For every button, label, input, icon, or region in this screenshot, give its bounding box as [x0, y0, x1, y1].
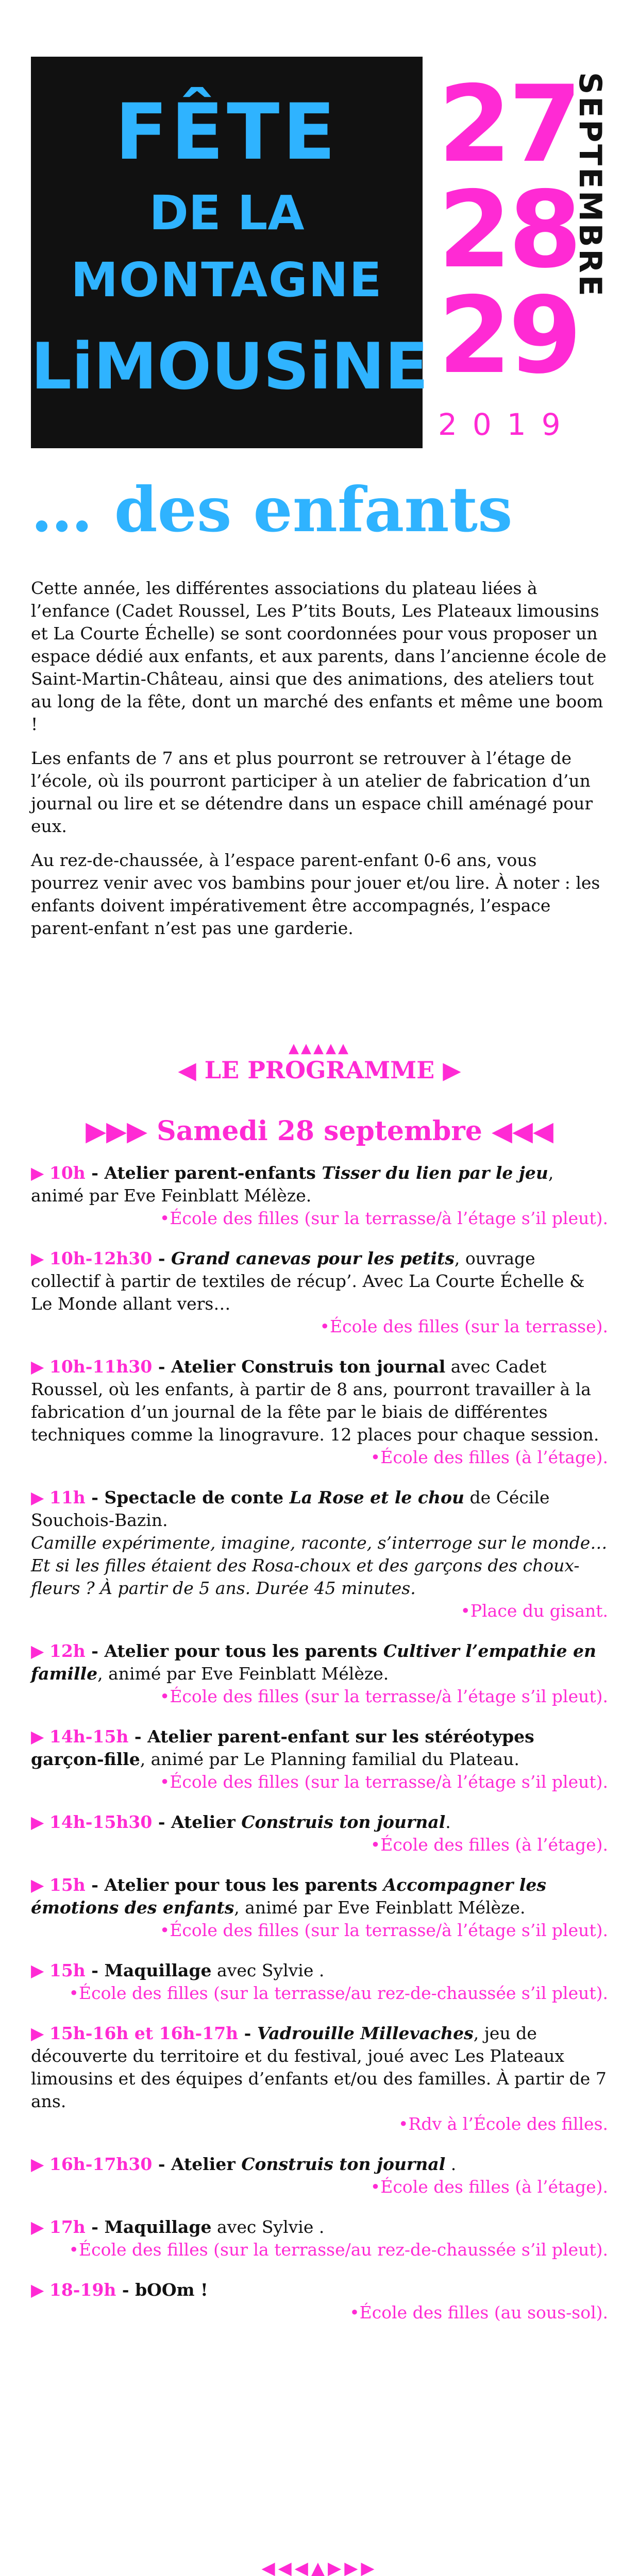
event-location: •École des filles (sur la terrasse/à l’étage s’il pleut). [159, 1208, 608, 1228]
event-text [31, 1874, 608, 1919]
event-time: 10h-11h30 [49, 1357, 153, 1377]
event-time: 14h-15h30 [49, 1812, 153, 1832]
event-details: , ouvrage collectif à partir de textiles de récup’. Avec La Courte Échelle & Le Monde allant vers… [31, 1248, 585, 1314]
event-title: - [152, 1248, 172, 1268]
event-title-italic: La Rose et le chou [289, 1487, 465, 1507]
event-title: - Maquillage [85, 1960, 212, 1980]
event-time: 10h-12h30 [49, 1248, 153, 1268]
event-details: de Cécile Souchois-Bazin. [31, 1487, 550, 1530]
event-details: , animé par Eve Feinblatt Mélèze. [97, 1664, 389, 1684]
event-title: - Atelier pour tous les parents [85, 1875, 383, 1895]
event-text [31, 2022, 608, 2113]
event-item [31, 1725, 608, 1793]
arrow-icon: ▶ [31, 1726, 49, 1747]
date-27: 27 [438, 63, 579, 186]
event-location: •École des filles (sur la terrasse/à l’étage s’il pleut). [159, 1772, 608, 1792]
event-location: •École des filles (sur la terrasse). [320, 1316, 608, 1336]
event-title: - Atelier [152, 2154, 242, 2174]
programme-title: ◀ LE PROGRAMME ▶ [178, 1056, 461, 1084]
event-details: , jeu de découverte du territoire et du festival, joué avec Les Plateaux limousins et des équipes d’enfants et/ou des familles. À partir de 7 ans. [31, 2023, 607, 2111]
arrow-icon: ▶ [31, 2154, 49, 2174]
event-title: - Atelier [152, 1812, 242, 1832]
arrow-icon: ▶ [31, 1960, 49, 1980]
event-title-italic: Construis ton journal [241, 2154, 446, 2174]
subtitle: … des enfants [31, 473, 513, 546]
event-title-italic: Cultiver l’empathie en famille [31, 1641, 596, 1684]
event-title-italic: Accompagner les émotions des enfants [31, 1875, 546, 1918]
event-item [31, 1640, 608, 1708]
month: SEPTEMBRE [572, 72, 608, 298]
event-details: avec Sylvie . [211, 1960, 325, 1980]
event-title: - [238, 2023, 257, 2043]
programme-divider: ◀◀◀▲▶▶▶ [261, 2558, 378, 2576]
event-title: - Atelier parent-enfants [85, 1163, 322, 1183]
arrow-icon: ▶ [31, 1357, 49, 1377]
arrow-icon: ▶ [31, 1487, 49, 1507]
intro-text [31, 577, 608, 951]
arrow-icon: ▶ [31, 2280, 49, 2300]
event-location: •École des filles (sur la terrasse/à l’étage s’il pleut). [159, 1686, 608, 1706]
event-details: . [445, 1812, 451, 1832]
arrow-icon: ▶ [31, 2023, 49, 2043]
event-text [31, 1247, 608, 1315]
event-text [31, 2216, 608, 2239]
arrow-icon: ▶ [31, 1812, 49, 1832]
title-line-3: MONTAGNE [71, 252, 383, 308]
event-text [31, 1725, 608, 1771]
event-item [31, 1162, 608, 1230]
dates [438, 63, 579, 397]
title-box [31, 57, 429, 448]
arrow-icon: ▶ [31, 2217, 49, 2237]
event-text [31, 1355, 608, 1446]
event-time: 15h [49, 1960, 86, 1980]
event-item [31, 1355, 608, 1469]
saturday-events [31, 1162, 608, 2342]
title-line-1: FÊTE [115, 88, 339, 177]
event-details: , animé par Eve Feinblatt Mélèze. [31, 1163, 554, 1206]
event-location: •École des filles (à l’étage). [370, 1447, 608, 1467]
event-text [31, 2279, 608, 2301]
event-text [31, 1959, 608, 1982]
event-time: 11h [49, 1487, 86, 1507]
event-title: - Maquillage [85, 2217, 212, 2237]
event-location: •École des filles (sur la terrasse/à l’étage s’il pleut). [159, 1920, 608, 1940]
event-text [31, 1486, 608, 1532]
event-time: 17h [49, 2217, 86, 2237]
event-title-italic: Tisser du lien par le jeu [322, 1163, 548, 1183]
event-item [31, 1811, 608, 1856]
event-details: avec Cadet Roussel, où les enfants, à partir de 8 ans, pourront travailler à la fabrication d’un journal de la fête par le biais de différentes techniques comme la linogravure. 12 places pour chaque session. [31, 1357, 599, 1445]
date-28: 28 [438, 169, 579, 292]
event-title: - Atelier parent-enfant sur les stéréotypes garçon-fille [31, 1726, 534, 1769]
intro-paragraph-2: Les enfants de 7 ans et plus pourront se retrouver à l’étage de l’école, où ils pourront participer à un atelier de fabrication d’un journal ou lire et se détendre dans un espace chill aménagé pour eux. [31, 748, 593, 836]
event-title: - Atelier pour tous les parents [85, 1641, 383, 1661]
event-title: - Spectacle de conte [85, 1487, 290, 1507]
event-text [31, 1640, 608, 1685]
event-location: •Place du gisant. [460, 1601, 608, 1621]
event-time: 10h [49, 1163, 86, 1183]
event-title: - Atelier Construis ton journal [152, 1357, 446, 1377]
event-time: 15h-16h et 16h-17h [49, 2023, 239, 2043]
event-text [31, 2153, 608, 2176]
arrow-icon: ▶ [31, 1248, 49, 1268]
event-location: •École des filles (à l’étage). [370, 1835, 608, 1855]
event-item [31, 1247, 608, 1338]
event-details: , animé par Le Planning familial du Plateau. [140, 1749, 519, 1769]
event-title: - bOOm ! [116, 2280, 208, 2300]
event-location: •École des filles (au sous-sol). [349, 2302, 608, 2323]
event-title-italic: Vadrouille Millevaches [257, 2023, 474, 2043]
event-time: 18-19h [49, 2280, 116, 2300]
year: 2019 [438, 407, 576, 442]
event-text [31, 1162, 608, 1207]
triangle-decoration: ▲▲▲▲▲ [289, 1041, 350, 1056]
event-location: •École des filles (sur la terrasse/au rez-de-chaussée s’il pleut). [69, 2240, 608, 2260]
event-item [31, 2216, 608, 2261]
event-title-italic: Grand canevas pour les petits [171, 1248, 455, 1268]
event-item [31, 2022, 608, 2136]
arrow-icon: ▶ [31, 1875, 49, 1895]
event-item [31, 1874, 608, 1942]
date-29: 29 [438, 275, 579, 397]
event-location: •Rdv à l’École des filles. [398, 2114, 608, 2134]
arrow-icon: ▶ [31, 1163, 49, 1183]
programme-heading [31, 1041, 608, 1084]
event-time: 16h-17h30 [49, 2154, 153, 2174]
title-line-2: DE LA [149, 185, 305, 241]
event-item [31, 1959, 608, 2005]
event-item [31, 2279, 608, 2324]
title-line-4: LiMOUSiNE [31, 330, 429, 404]
event-note: Camille expérimente, imagine, raconte, s’interroge sur le monde… Et si les filles étaient des Rosa-choux et des garçons des choux-fleurs ? À partir de 5 ans. Durée 45 minutes. [31, 1533, 608, 1598]
saturday-title: ▶▶▶ Samedi 28 septembre ◀◀◀ [86, 1115, 553, 1147]
event-details: avec Sylvie . [211, 2217, 325, 2237]
event-time: 15h [49, 1875, 86, 1895]
intro-paragraph-3: Au rez-de-chaussée, à l’espace parent-enfant 0-6 ans, vous pourrez venir avec vos bambins pour jouer et/ou lire. À noter : les enfants doivent impérativement être accompagnés, l’espace parent-enfant n’est pas une garderie. [31, 850, 600, 938]
event-time: 14h-15h [49, 1726, 129, 1747]
event-title-italic: Construis ton journal [241, 1812, 446, 1832]
event-details: . [445, 2154, 457, 2174]
event-time: 12h [49, 1641, 86, 1661]
event-text [31, 1811, 608, 1834]
event-location: •École des filles (à l’étage). [370, 2177, 608, 2197]
event-item [31, 1486, 608, 1622]
intro-paragraph-1: Cette année, les différentes associations du plateau liées à l’enfance (Cadet Roussel, Les P’tits Bouts, Les Plateaux limousins et La Courte Échelle) se sont coordonnées pour vous proposer un espace dédié aux enfants, et aux parents, dans l’ancienne école de Saint-Martin-Château, ainsi que des animations, des ateliers tout au long de la fête, dont un marché des enfants et même une boom ! [31, 578, 607, 734]
event-item [31, 2153, 608, 2198]
event-details: , animé par Eve Feinblatt Mélèze. [234, 1897, 526, 1918]
arrow-icon: ▶ [31, 1641, 49, 1661]
event-location: •École des filles (sur la terrasse/au rez-de-chaussée s’il pleut). [69, 1983, 608, 2003]
header [31, 57, 608, 448]
